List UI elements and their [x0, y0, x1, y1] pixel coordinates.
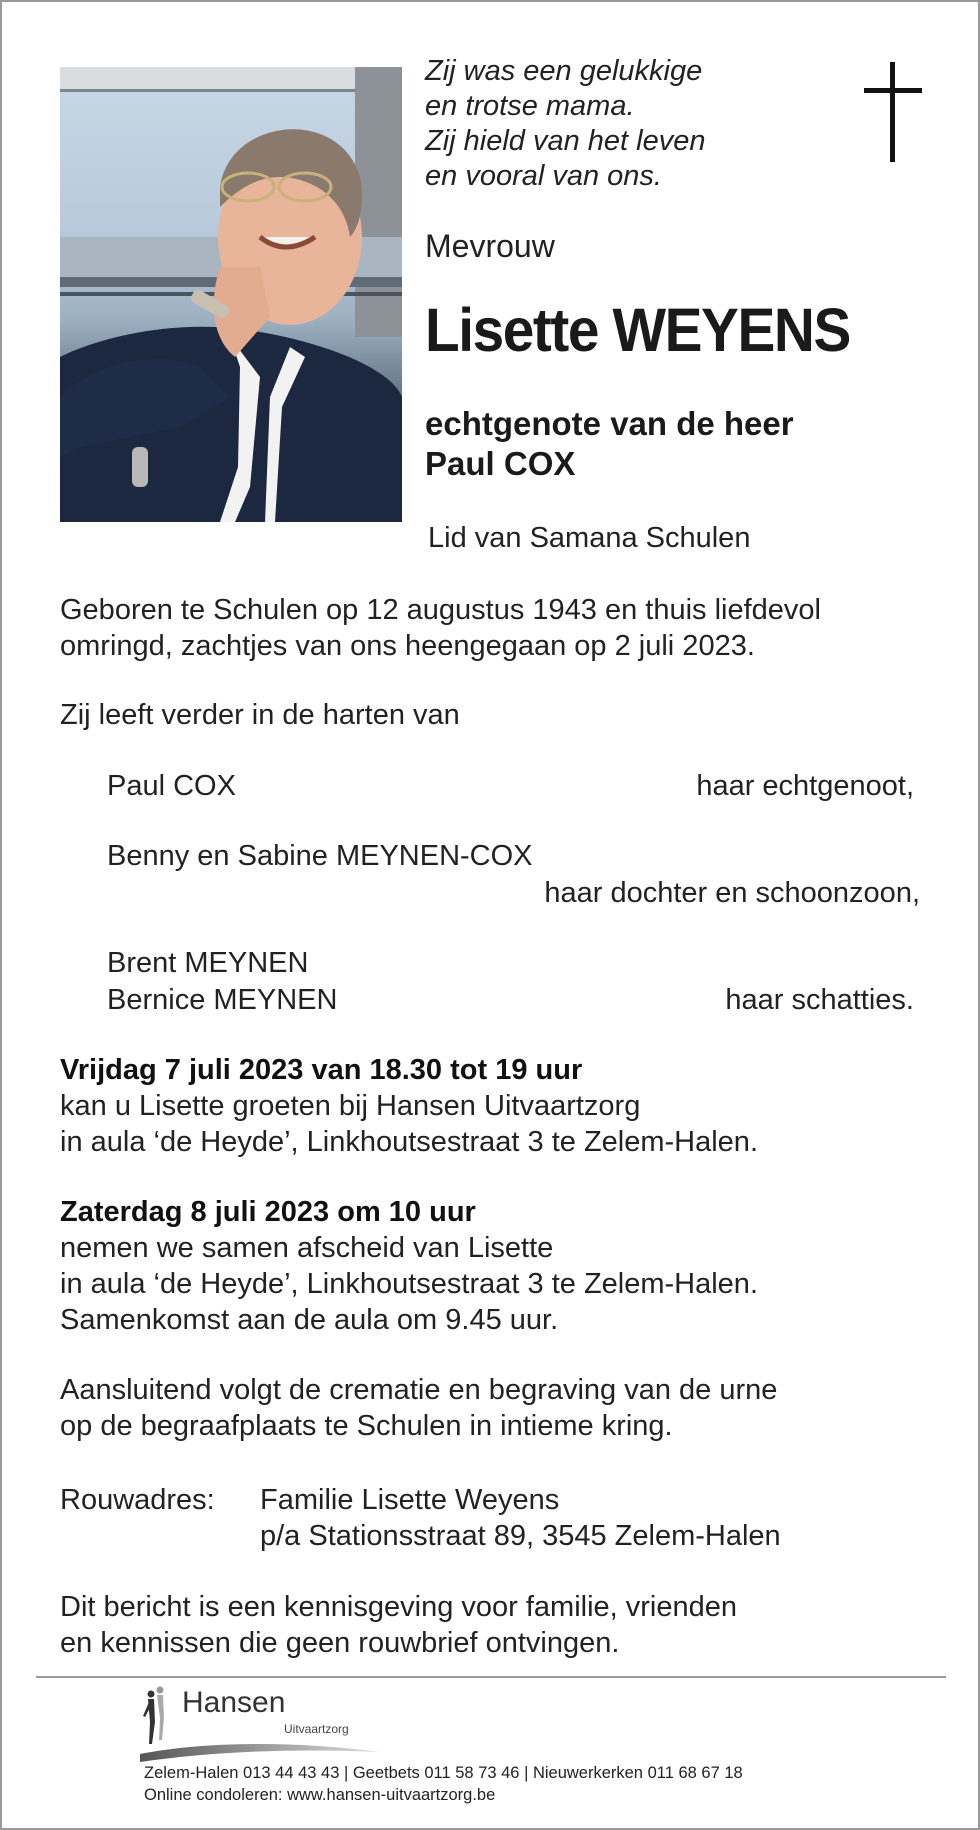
farewell-heading: Zaterdag 8 juli 2023 om 10 uur [60, 1196, 476, 1228]
poem-line: en trotse mama. [425, 90, 635, 122]
poem-line: Zij hield van het leven [425, 125, 706, 157]
address-line: Familie Lisette Weyens [260, 1484, 560, 1516]
visitation-heading: Vrijdag 7 juli 2023 van 18.30 tot 19 uur [60, 1054, 583, 1086]
poem-line: Zij was een gelukkige [425, 55, 703, 87]
logo-subtitle: Uitvaartzorg [284, 1722, 349, 1736]
honorific: Mevrouw [425, 228, 555, 264]
farewell-line: Samenkomst aan de aula om 9.45 uur. [60, 1304, 559, 1336]
cremation-text [60, 1372, 777, 1444]
footer-online: Online condoleren: www.hansen-uitvaartzorg.be [144, 1786, 496, 1804]
portrait-photo [60, 67, 402, 522]
birth-line: omringd, zachtjes van ons heengegaan op 2 juli 2023. [60, 630, 755, 662]
visitation-line: kan u Lisette groeten bij Hansen Uitvaartzorg [60, 1090, 641, 1122]
visitation-block [60, 1052, 758, 1160]
notice-line: Dit bericht is een kennisgeving voor familie, vrienden [60, 1591, 738, 1623]
survived-intro: Zij leeft verder in de harten van [60, 699, 460, 731]
portrait-illustration [60, 67, 402, 522]
membership: Lid van Samana Schulen [428, 522, 751, 554]
family-member-name: Bernice MEYNEN [107, 984, 338, 1016]
visitation-line: in aula ‘de Heyde’, Linkhoutsestraat 3 te Zelem-Halen. [60, 1126, 758, 1158]
family-member-role: haar schatties. [725, 984, 914, 1016]
birth-text [60, 592, 821, 664]
address-line: p/a Stationsstraat 89, 3545 Zelem-Halen [260, 1520, 781, 1552]
notice-text [60, 1589, 737, 1661]
poem-line: en vooral van ons. [425, 160, 662, 192]
family-member-name: Brent MEYNEN [107, 947, 309, 979]
family-member-role: haar dochter en schoonzoon, [544, 877, 920, 909]
birth-line: Geboren te Schulen op 12 augustus 1943 en thuis liefdevol [60, 594, 821, 626]
footer-divider [36, 1676, 946, 1678]
cremation-line: Aansluitend volgt de crematie en begraving van de urne [60, 1374, 778, 1406]
spouse-name: Paul COX [425, 445, 576, 482]
farewell-line: in aula ‘de Heyde’, Linkhoutsestraat 3 te Zelem-Halen. [60, 1268, 758, 1300]
address-label: Rouwadres: [60, 1484, 215, 1516]
family-member-role: haar echtgenoot, [696, 770, 914, 802]
family-member-name: Benny en Sabine MEYNEN-COX [107, 840, 533, 872]
cross-icon [864, 62, 922, 162]
deceased-name: Lisette WEYENS [425, 296, 850, 364]
poem [425, 54, 706, 194]
farewell-block [60, 1194, 758, 1338]
address-block [260, 1482, 781, 1554]
family-member-name: Paul COX [107, 770, 236, 802]
logo-name: Hansen [182, 1686, 286, 1719]
spouse-info [425, 404, 794, 484]
cremation-line: op de begraafplaats te Schulen in intieme kring. [60, 1410, 673, 1442]
farewell-line: nemen we samen afscheid van Lisette [60, 1232, 554, 1264]
spouse-line: echtgenote van de heer [425, 405, 794, 442]
footer-contacts: Zelem-Halen 013 44 43 43 | Geetbets 011 58 73 46 | Nieuwerkerken 011 68 67 18 [144, 1764, 743, 1782]
notice-line: en kennissen die geen rouwbrief ontvingen. [60, 1627, 620, 1659]
